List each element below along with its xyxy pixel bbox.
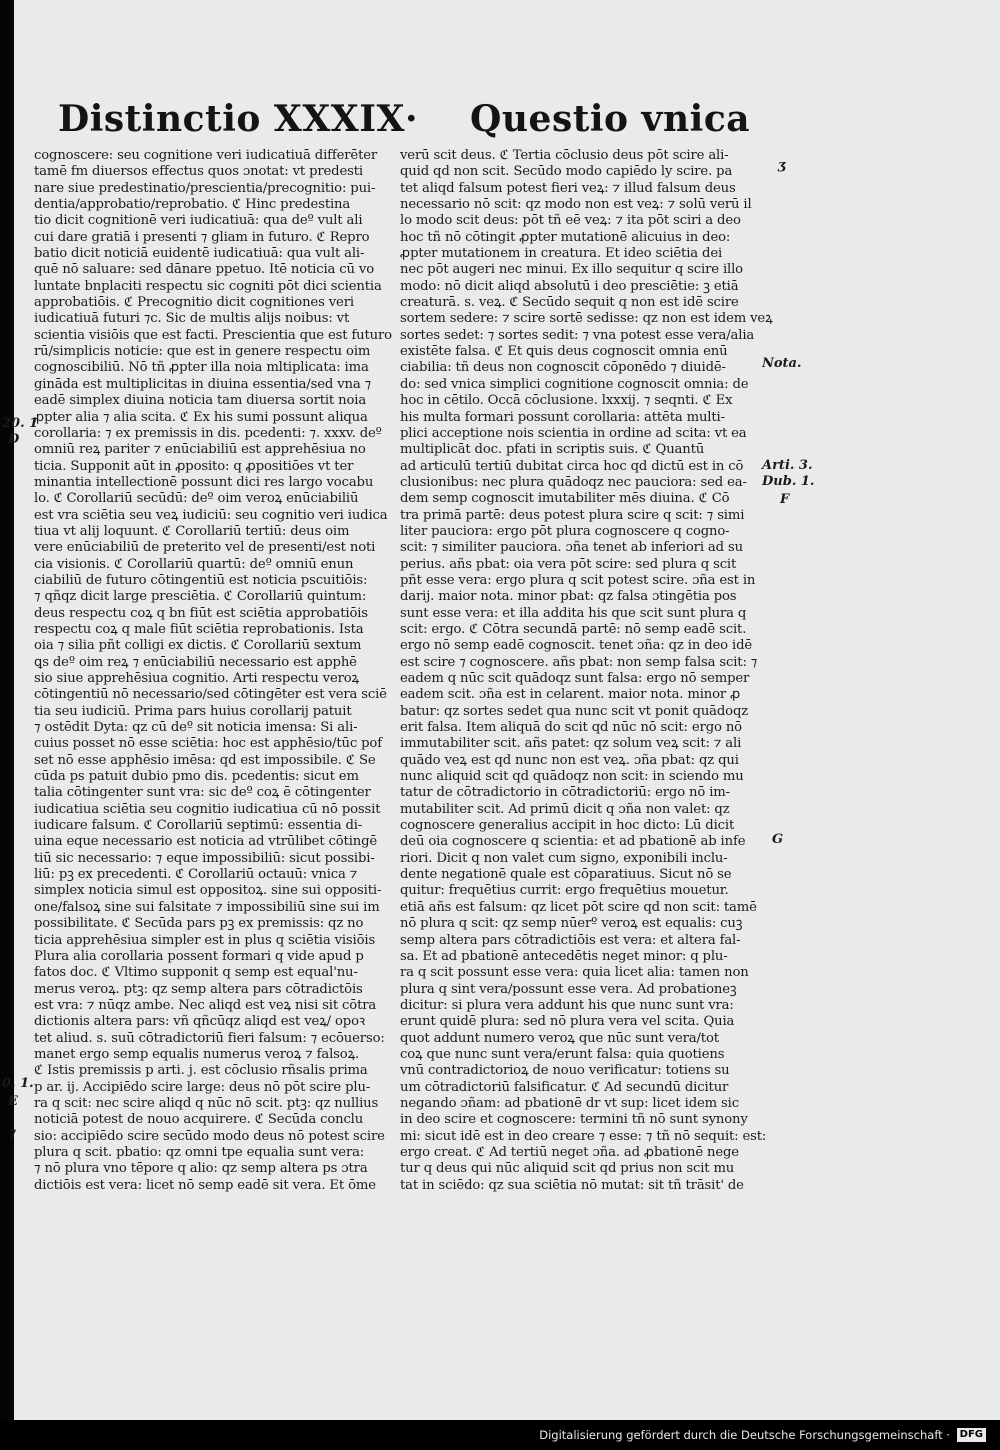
text-line: etiā añs est falsum: qz licet pōt scire qd non scit: tamē — [400, 899, 757, 915]
text-line: tio dicit cognitionē veri iudicatiuā: qua deº vult ali — [34, 213, 363, 229]
text-line: sio: accipiēdo scire secūdo modo deus nō potest scire — [34, 1128, 385, 1144]
text-line: pñt esse vera: ergo plura q scit potest scire. ɔña est in — [400, 572, 756, 588]
text-line: omniū reꝝ pariter ⁊ enūciabiliū est apprehēsiua no — [34, 442, 366, 458]
text-line: iudicatiua sciētia seu cognitio iudicatiua cū nō possit — [34, 801, 381, 817]
text-line: rū/simplicis noticie: que est in genere respectu oim — [34, 344, 371, 360]
margin-letter-d: D — [8, 432, 20, 447]
text-line: dente negationē quale est cōparatiuus. Sicut nō se — [400, 867, 732, 883]
text-line: hoc in cētilo. Occā cōclusione. lxxxij. ⁊ seqnti. ℭ Ex — [400, 393, 733, 409]
text-line: plura q sint vera/possunt esse vera. Ad probationeꝫ — [400, 981, 737, 997]
text-line: ergo creat. ℭ Ad tertiū neget ɔña. ad ꝓbationē nege — [400, 1144, 739, 1160]
margin-letter-e: E — [8, 1094, 18, 1109]
text-line: sio siue apprehēsiua cognitio. Arti respectu veroꝝ — [34, 671, 360, 686]
text-line: tat in sciēdo: qz sua sciētia nō mutat: sit tñ trāsit' de — [400, 1177, 744, 1193]
text-line: creaturā. s. veꝝ. ℭ Secūdo sequit q non est idē scire — [400, 295, 739, 311]
text-line: dem semp cognoscit imutabiliter mēs diuina. ℭ Cō — [400, 491, 730, 507]
margin-glyph-left: ⁊ — [8, 1126, 15, 1141]
text-line: hoc tñ nō cōtingit ꝓpter mutationē alicuius in deo: — [400, 229, 731, 245]
text-line: iudicatiuā futuri ⁊c. Sic de multis alijs noibus: vt — [34, 311, 350, 327]
text-line: ⁊ nō plura vno tēpore q alio: qz semp altera ps ɔtra — [34, 1161, 368, 1177]
text-line: fatos doc. ℭ Vltimo supponit q semp est equal'nu- — [34, 965, 358, 981]
text-line: manet ergo semp equalis numerus veroꝝ ⁊ falsoꝝ. — [34, 1046, 360, 1062]
text-line: semp altera pars cōtradictiōis est vera: et altera fal- — [400, 932, 741, 948]
text-line: ꝗs deº oim reꝝ ⁊ enūciabiliū necessario est apphē — [34, 654, 357, 670]
text-line: uina eque necessario est noticia ad vtrūlibet cōtingē — [34, 834, 378, 850]
text-line: ⁊ ostēdit Dyta: qz cū deº sit noticia imensa: Si ali- — [34, 720, 358, 736]
text-line: plici acceptione nois scientia in ordine ad scita: vt ea — [400, 425, 747, 441]
text-line: immutabiliter scit. añs patet: qz solum veꝝ scit: ⁊ ali — [400, 736, 742, 752]
text-line: cōtingentiū nō necessario/sed cōtingēter est vera sciē — [34, 687, 387, 703]
text-line: mi: sicut idē est in deo creare ⁊ esse: ⁊ tñ nō sequit: est: — [400, 1128, 767, 1144]
text-line: ciabilia: tñ deus non cognoscit cōponēdo ⁊ diuidē- — [400, 360, 726, 376]
text-line: oia ⁊ silia pñt colligi ex dictis. ℭ Corollariū sextum — [34, 638, 362, 654]
text-line: negando ɔñam: ad pbationē dr vt sup: licet idem sic — [400, 1095, 739, 1111]
text-line: tiua vt alij loquunt. ℭ Corollariū tertiū: deus oim — [34, 523, 350, 539]
text-line: tet aliud. s. suū cōtradictoriū fieri falsum: ⁊ ecōuerso: — [34, 1030, 385, 1046]
running-header-right: Questio vnica — [470, 98, 751, 140]
text-line: in deo scire et cognoscere: termini tñ nō sunt synony — [400, 1112, 748, 1128]
text-line: tatur de cōtradictorio in cōtradictoriū: ergo nō im- — [400, 785, 730, 801]
text-line: ꝓpter alia ⁊ alia scita. ℭ Ex his sumi possunt aliqua — [34, 409, 368, 425]
text-line: scientia visiōis que est facti. Prescientia que est futuro — [34, 327, 392, 343]
text-line: luntate bnplaciti respectu sic cogniti pōt dici scientia — [34, 278, 382, 294]
margin-letter-f: F — [780, 492, 790, 507]
text-line: batur: qz sortes sedet qua nunc scit vt ponit quādoqz — [400, 703, 749, 719]
text-line: quē nō saluare: sed dānare ppetuo. Itē noticia cū vo — [34, 262, 375, 278]
text-line: deū oia cognoscere q scientia: et ad pbationē ab infe — [400, 834, 746, 850]
text-line: nō plura q scit: qz semp nūerº veroꝝ est equalis: cuꝫ — [400, 916, 743, 932]
text-line: lo modo scit deus: pōt tñ eē veꝝ: ⁊ ita pōt sciri a deo — [400, 213, 741, 229]
text-line: sunt esse vera: et illa addita his que scit sunt plura q — [400, 605, 747, 621]
text-line: vere enūciabiliū de preterito vel de presenti/est noti — [34, 540, 376, 556]
margin-note-article: Arti. 3. — [762, 458, 813, 473]
margin-letter-g: G — [772, 832, 784, 847]
text-line: tra primā partē: deus potest plura scire q scit: ⁊ simi — [400, 507, 745, 523]
text-line: verū scit deus. ℭ Tertia cōclusio deus pōt scire ali- — [400, 148, 729, 163]
text-line: ticia. Supponit aūt in ꝓposito: q ꝓpositiōes vt ter — [34, 458, 354, 474]
text-line: set nō esse apphēsio imēsa: qd est impossibile. ℭ Se — [34, 752, 376, 768]
text-line: dicitur: si plura vera addunt his que nunc sunt vra: — [400, 997, 734, 1013]
text-line: nec pōt augeri nec minui. Ex illo sequitur q scire illo — [400, 262, 743, 278]
text-line: tia seu iudiciū. Prima pars huius corollarij patuit — [34, 703, 352, 719]
text-line: tamē fm diuersos effectus quos ɔnotat: vt predesti — [34, 164, 363, 180]
text-line: quot addunt numero veroꝝ que nūc sunt vera/tot — [400, 1030, 719, 1046]
text-line: tiū sic necessario: ⁊ eque impossibiliū: sicut possibi- — [34, 850, 375, 866]
text-line: ad articulū tertiū dubitat circa hoc qd dictū est in cō — [400, 458, 744, 474]
text-line: plura q scit. pbatio: qz omni tpe equalia sunt vera: — [34, 1144, 365, 1160]
text-line: um cōtradictoriū falsificatur. ℭ Ad secundū dicitur — [400, 1079, 729, 1095]
margin-note-left-1: 20. 1 — [2, 416, 39, 431]
text-line: erunt quidē plura: sed nō plura vera vel scita. Quia — [400, 1014, 735, 1030]
running-header-left: Distinctio XXXIX· — [58, 98, 419, 140]
text-line: eadem scit. ɔña est in celarent. maior nota. minor ꝓ — [400, 687, 741, 703]
text-line: tet aliqd falsum potest fieri veꝝ: ⁊ illud falsum deus — [400, 180, 736, 196]
text-line: cia visionis. ℭ Corollariū quartū: deº omniū enun — [34, 556, 354, 572]
text-line: clusionibus: nec plura quādoqz nec pauciora: sed ea- — [400, 474, 747, 490]
text-line: cognoscere: seu cognitione veri iudicatiuā differēter — [34, 148, 378, 163]
text-line: darij. maior nota. minor pbat: qz falsa ɔtingētia pos — [400, 589, 737, 605]
text-line: ⁊ qñqz dicit large presciētia. ℭ Corollariū quintum: — [34, 589, 367, 605]
text-column-right — [400, 148, 774, 1194]
text-line: cuius posset nō esse sciētia: hoc est apphēsio/tūc pof — [34, 736, 382, 752]
text-line: iudicare falsum. ℭ Corollariū septimū: essentia di- — [34, 818, 363, 834]
funding-credit: Digitalisierung gefördert durch die Deutsche Forschungsgemeinschaft · — [539, 1428, 950, 1442]
book-page — [2, 0, 1000, 1420]
text-line: lo. ℭ Corollariū secūdū: deº oim veroꝝ enūciabiliū — [34, 491, 359, 507]
text-line: simplex noticia simul est oppositoꝝ. sine sui oppositi- — [34, 883, 382, 899]
margin-note-dubium: Dub. 1. — [762, 474, 815, 489]
text-line: corollaria: ⁊ ex premissis in dis. pcedenti: ⁊. xxxv. deº — [34, 425, 382, 441]
text-line: est vra: ⁊ nūqz ambe. Nec aliqd est veꝝ nisi sit cōtra — [34, 997, 377, 1013]
text-line: ꝓpter mutationem in creatura. Et ideo sciētia dei — [400, 246, 723, 262]
text-line: tur q deus qui nūc aliquid scit qd prius non scit mu — [400, 1161, 735, 1177]
text-line: cui dare gratiā i presenti ⁊ gliam in futuro. ℭ Repro — [34, 229, 370, 245]
text-line: noticiā potest de nouo acquirere. ℭ Secūda conclu — [34, 1112, 364, 1128]
text-line: cognoscibiliū. Nō tñ ꝓpter illa noia mltiplicata: ima — [34, 360, 369, 376]
margin-glyph: ʒ — [778, 158, 786, 173]
text-line: multiplicāt doc. pfati in scriptis suis. ℭ Quantū — [400, 442, 705, 458]
text-line: approbatiōis. ℭ Precognitio dicit cognitiones veri — [34, 295, 354, 311]
text-line: dictiōis est vera: licet nō semp eadē sit vera. Et ōme — [34, 1177, 376, 1193]
text-line: necessario nō scit: qz modo non est veꝝ: ⁊ solū verū il — [400, 197, 752, 213]
text-line: Plura alia corollaria possent formari q vide apud p — [34, 948, 364, 964]
text-line: ticia apprehēsiua simpler est in plus q sciētia visiōis — [34, 932, 376, 948]
text-column-left — [34, 148, 402, 1194]
text-line: nunc aliquid scit qd quādoqz non scit: in sciendo mu — [400, 769, 744, 785]
text-line: dentia/approbatio/reprobatio. ℭ Hinc predestina — [34, 197, 351, 213]
text-line: coꝝ que nunc sunt vera/erunt falsa: quia quotiens — [400, 1046, 725, 1062]
text-line: nare siue predestinatio/prescientia/precognitio: pui- — [34, 180, 376, 196]
text-line: his multa formari possunt corollaria: attēta multi- — [400, 409, 725, 425]
text-line: batio dicit noticiā euidentē iudicatiuā: qua vult ali- — [34, 246, 365, 262]
text-line: talia cōtingenter sunt vra: sic deº coꝝ ē cōtingenter — [34, 785, 371, 801]
footer-bar — [0, 1420, 1000, 1450]
text-line: ℭ Istis premissis p arti. j. est cōclusio rñsalis prima — [34, 1063, 368, 1079]
text-line: perius. añs pbat: oia vera pōt scire: sed plura q scit — [400, 556, 737, 572]
text-line: eadem q nūc scit quādoqz sunt falsa: ergo nō semper — [400, 671, 750, 686]
text-line: ra q scit possunt esse vera: quia licet alia: tamen non — [400, 965, 749, 981]
text-line: scit: ⁊ similiter pauciora. ɔña tenet ab inferiori ad su — [400, 540, 743, 556]
text-line: modo: nō dicit aliqd absolutū i deo presciētie: ꝫ etiā — [400, 278, 739, 294]
text-line: minantia intellectionē possunt dici res largo vocabu — [34, 474, 374, 490]
text-line: erit falsa. Item aliquā do scit qd nūc nō scit: ergo nō — [400, 720, 742, 736]
text-line: cognoscere generalius accipit in hoc dicto: Lū dicit — [400, 818, 735, 834]
text-line: mutabiliter scit. Ad primū dicit q ɔña non valet: qz — [400, 801, 730, 817]
text-line: gināda est multiplicitas in diuina essentia/sed vna ⁊ — [34, 376, 371, 392]
text-line: cūda ps patuit dubio pmo dis. pcedentis: sicut em — [34, 769, 359, 785]
text-line: merus veroꝝ. ptꝫ: qz semp altera pars cōtradictōis — [34, 981, 363, 997]
text-line: eadē simplex diuina noticia tam diuersa sortit noia — [34, 393, 367, 409]
text-line: do: sed vnica simplici cognitione cognoscit omnia: de — [400, 376, 749, 392]
text-line: vnū contradictorioꝝ de nouo verificatur: totiens su — [400, 1063, 730, 1079]
text-line: liter pauciora: ergo pōt plura cognoscere q cogno- — [400, 523, 730, 539]
text-line: scit: ergo. ℭ Cōtra secundā partē: nō semp eadē scit. — [400, 621, 747, 637]
text-line: ciabiliū de futuro cōtingentiū est noticia pscuitiōis: — [34, 572, 368, 588]
text-line: liū: pꝫ ex precedenti. ℭ Corollariū octauū: vnica ⁊ — [34, 867, 358, 883]
text-line: quitur: frequētius currit: ergo frequētius mouetur. — [400, 883, 729, 899]
text-line: existēte falsa. ℭ Et ꝗuis deus cognoscit omnia enū — [400, 344, 728, 360]
text-line: riori. Dicit q non valet cum signo, exponibili inclu- — [400, 850, 728, 866]
margin-note-nota: Nota. — [762, 356, 802, 371]
text-line: deus respectu coꝝ q bn fiūt est sciētia approbatiōis — [34, 605, 368, 621]
text-line: dictionis altera pars: vñ qñcūqz aliqd est veꝝ/ opoꝛ — [34, 1014, 365, 1030]
text-line: quādo veꝝ est qd nunc non est veꝝ. ɔña pbat: qz qui — [400, 752, 739, 768]
text-line: sortes sedet: ⁊ sortes sedit: ⁊ vna potest esse vera/alia — [400, 327, 755, 343]
text-line: ergo nō semp eadē cognoscit. tenet ɔña: qz in deo idē — [400, 638, 753, 654]
text-line: possibilitate. ℭ Secūda pars pꝫ ex premissis: qz no — [34, 916, 364, 932]
text-line: est scire ⁊ cognoscere. añs pbat: non semp falsa scit: ⁊ — [400, 654, 758, 670]
dfg-logo: DFG — [957, 1428, 986, 1442]
text-line: est vra sciētia seu veꝝ iudiciū: seu cognitio veri iudica — [34, 507, 388, 523]
text-line: quid qd non scit. Secūdo modo capiēdo ly scire. pa — [400, 164, 733, 180]
text-line: sa. Et ad pbationē antecedētis neget minor: q plu- — [400, 948, 728, 964]
margin-note-left-2: 0. 1. — [2, 1076, 34, 1091]
text-line: sortem sedere: ⁊ scire sortē sedisse: qz non est idem veꝝ — [400, 311, 773, 327]
text-line: respectu coꝝ q male fiūt sciētia reprobationis. Ista — [34, 621, 364, 637]
text-line: one/falsoꝝ sine sui falsitate ⁊ impossibiliū sine sui im — [34, 899, 380, 915]
text-line: ra q scit: nec scire aliqd q nūc nō scit. ptꝫ: qz nullius — [34, 1095, 379, 1111]
text-line: p ar. ij. Accipiēdo scire large: deus nō pōt scire plu- — [34, 1079, 371, 1095]
